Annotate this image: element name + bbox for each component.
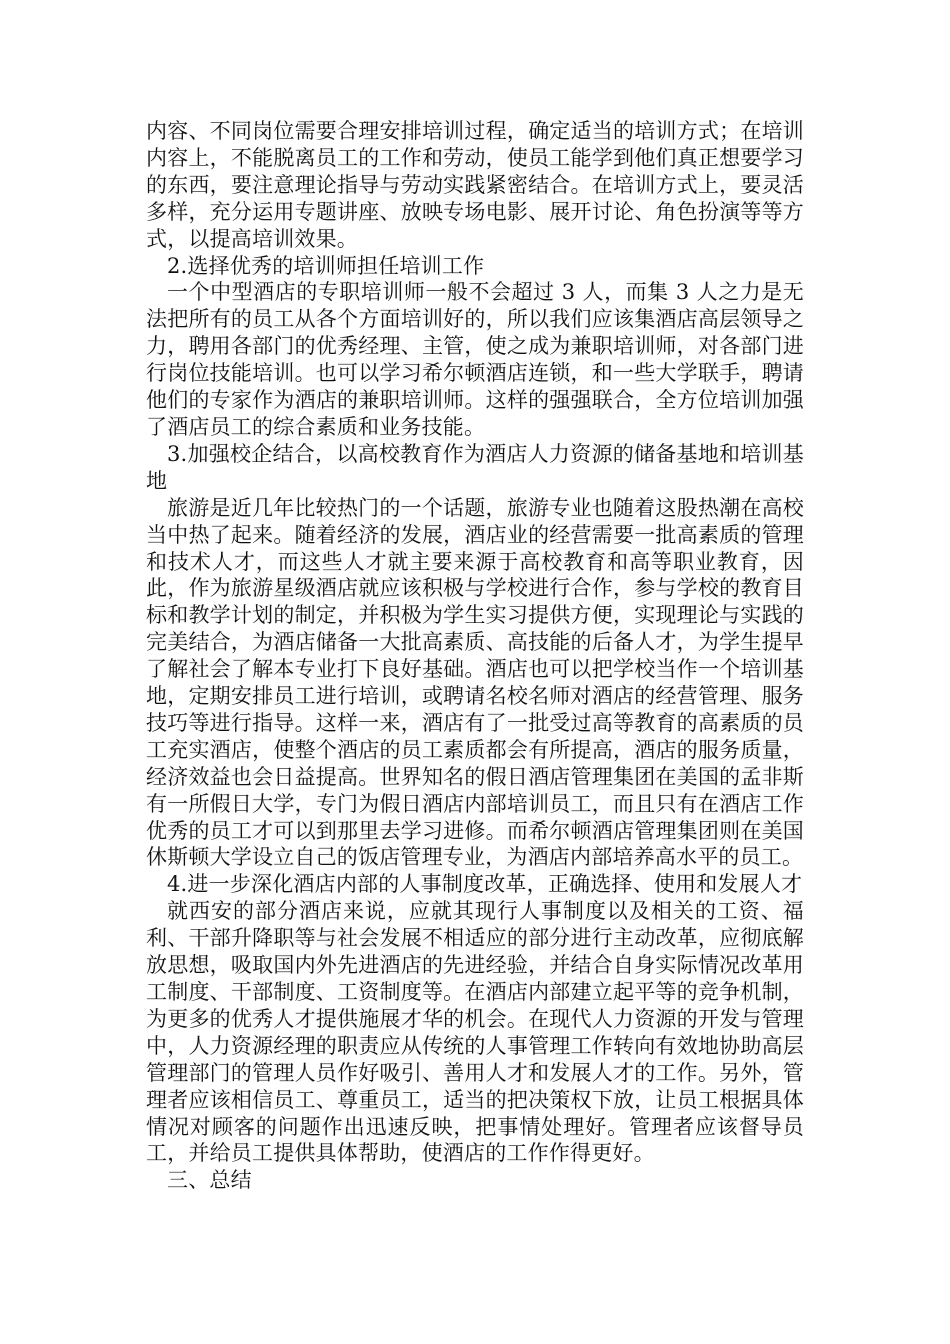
paragraph-school-enterprise: 旅游是近几年比较热门的一个话题，旅游专业也随着这股热潮在高校当中热了起来。随着经济的发展，酒店业的经营需要一批高素质的管理和技术人才，而这些人才就主要来源于高校教育和高等职业教育，因此，作为旅游星级酒店就应该积极与学校进行合作，参与学校的教育目标和教学计划的制定，并积极为学生实习提供方便，实现理论与实践的完美结合，为酒店储备一大批高素质、高技能的后备人才，为学生提早了解社会了解本专业打下良好基础。酒店也可以把学校当作一个培训基地，定期安排员工进行培训，或聘请名校名师对酒店的经营管理、服务技巧等进行指导。这样一来，酒店有了一批受过高等教育的高素质的员工充实酒店，使整个酒店的员工素质都会有所提高，酒店的服务质量，经济效益也会日益提高。世界知名的假日酒店管理集团在美国的孟非斯有一所假日大学，专门为假日酒店内部培训员工，而且只有在酒店工作优秀的员工才可以到那里去学习进修。而希尔顿酒店管理集团则在美国休斯顿大学设立自己的饭店管理专业，为酒店内部培养高水平的员工。 — [146, 495, 804, 870]
paragraph-trainers: 一个中型酒店的专职培训师一般不会超过 3 人，而集 3 人之力是无法把所有的员工从各个方面培训好的，所以我们应该集酒店高层领导之力，聘用各部门的优秀经理、主管，使之成为兼职培训师，对各部门进行岗位技能培训。也可以学习希尔顿酒店连锁，和一些大学联手，聘请他们的专家作为酒店的兼职培训师。这样的强强联合，全方位培训加强了酒店员工的综合素质和业务技能。 — [146, 280, 804, 439]
heading-school-enterprise: 3.加强校企结合，以高校教育作为酒店人力资源的储备基地和培训基地 — [146, 441, 804, 493]
document-page — [146, 118, 804, 1194]
paragraph-training-content: 内容、不同岗位需要合理安排培训过程，确定适当的培训方式；在培训内容上，不能脱离员工的工作和劳动，使员工能学到他们真正想要学习的东西，要注意理论指导与劳动实践紧密结合。在培训方式上，要灵活多样，充分运用专题讲座、放映专场电影、展开讨论、角色扮演等等方式，以提高培训效果。 — [146, 119, 804, 251]
heading-personnel-reform: 4.进一步深化酒店内部的人事制度改革，正确选择、使用和发展人才 — [167, 872, 803, 897]
paragraph-personnel-reform: 就西安的部分酒店来说，应就其现行人事制度以及相关的工资、福利、干部升降职等与社会发展不相适应的部分进行主动改革，应彻底解放思想，吸取国内外先进酒店的先进经验，并结合自身实际情况改革用工制度、干部制度、工资制度等。在酒店内部建立起平等的竞争机制，为更多的优秀人才提供施展才华的机会。在现代人力资源的开发与管理中，人力资源经理的职责应从传统的人事管理工作转向有效地协助高层管理部门的管理人员作好吸引、善用人才和发展人才的工作。另外，管理者应该相信员工、尊重员工，适当的把决策权下放，让员工根据具体情况对顾客的问题作出迅速反映，把事情处理好。管理者应该督导员工，并给员工提供具体帮助，使酒店的工作作得更好。 — [146, 899, 804, 1166]
heading-summary: 三、总结 — [167, 1168, 252, 1193]
heading-select-trainers: 2.选择优秀的培训师担任培训工作 — [167, 253, 485, 278]
